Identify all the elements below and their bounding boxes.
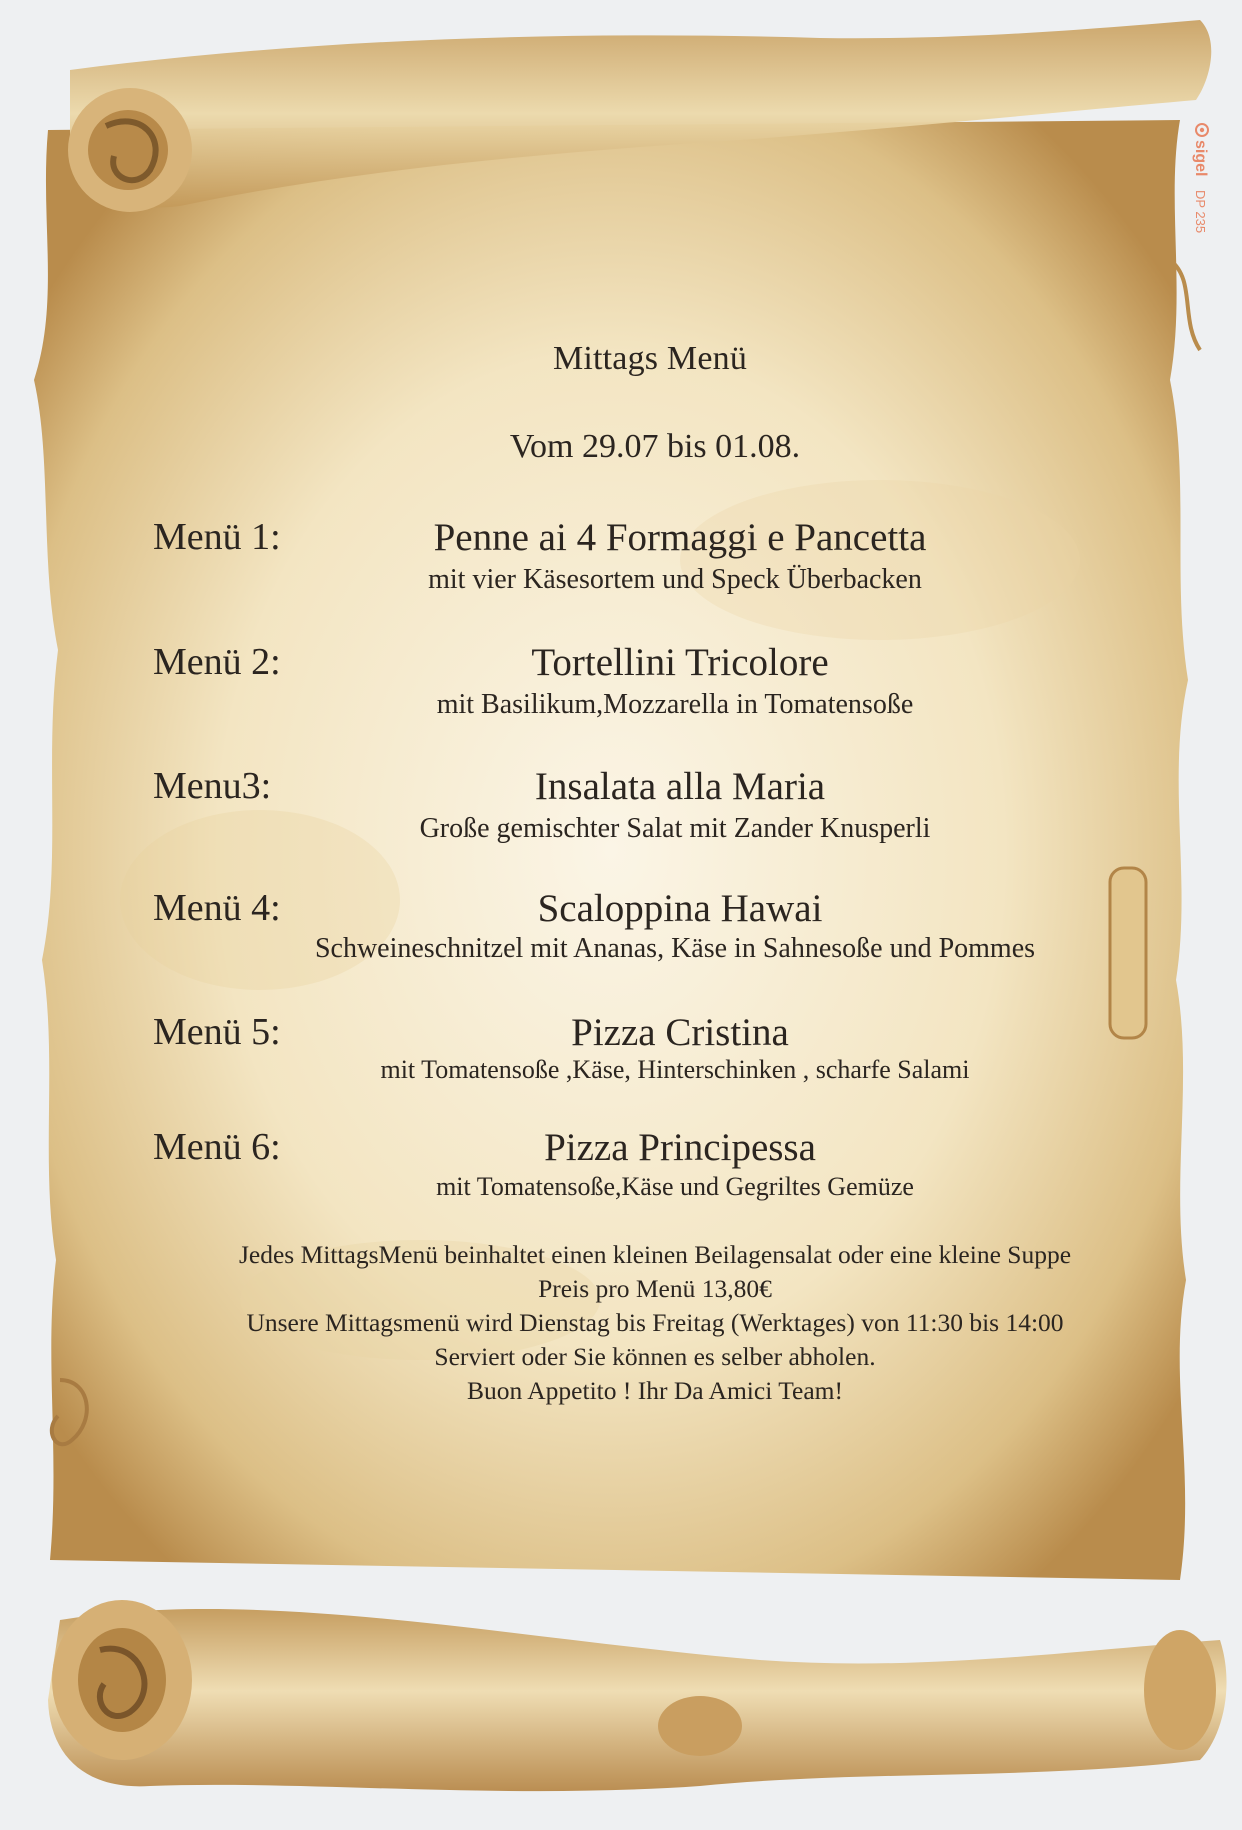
dish-name-1: Penne ai 4 Formaggi e Pancetta: [433, 516, 927, 559]
dish-description-1: mit vier Käsesortem und Speck Überbacken: [428, 564, 922, 595]
dish-name-4: Scaloppina Hawai: [537, 887, 823, 930]
menu-label-6: Menü 6:: [153, 1126, 281, 1168]
menu-title: Mittags Menü: [552, 340, 748, 377]
menu-label-5: Menü 5:: [153, 1011, 281, 1053]
svg-text:sigel: sigel: [1192, 140, 1209, 177]
dish-name-3: Insalata alla Maria: [534, 765, 826, 808]
dish-description-5: mit Tomatensoße ,Käse, Hinterschinken , scharfe Salami: [380, 1055, 970, 1084]
footer-greeting: Buon Appetito ! Ihr Da Amici Team!: [467, 1376, 843, 1405]
dish-name-6: Pizza Principessa: [544, 1126, 816, 1169]
footer-included-note: Jedes MittagsMenü beinhaltet einen kleinen Beilagensalat oder eine kleine Suppe: [238, 1240, 1072, 1269]
dish-description-4: Schweineschnitzel mit Ananas, Käse in Sahnesoße und Pommes: [314, 933, 1036, 964]
footer-service-hours: Unsere Mittagsmenü wird Dienstag bis Freitag (Werktages) von 11:30 bis 14:00: [246, 1308, 1064, 1337]
menu-label-4: Menü 4:: [153, 887, 281, 929]
footer-pickup-note: Serviert oder Sie können es selber abholen.: [434, 1342, 876, 1371]
dish-description-6: mit Tomatensoße,Käse und Gegriltes Gemüze: [436, 1172, 914, 1201]
menu-label-1: Menü 1:: [153, 516, 281, 558]
date-range: Vom 29.07 bis 01.08.: [509, 428, 801, 465]
svg-text:DP 235: DP 235: [1193, 190, 1208, 234]
footer-price: Preis pro Menü 13,80€: [538, 1274, 772, 1303]
dish-description-3: Große gemischter Salat mit Zander Knusperli: [419, 813, 931, 844]
dish-name-5: Pizza Cristina: [571, 1011, 789, 1054]
menu-label-2: Menü 2:: [153, 641, 281, 683]
dish-name-2: Tortellini Tricolore: [531, 641, 829, 684]
dish-description-2: mit Basilikum,Mozzarella in Tomatensoße: [436, 689, 914, 720]
menu-label-3: Menu3:: [153, 765, 272, 807]
